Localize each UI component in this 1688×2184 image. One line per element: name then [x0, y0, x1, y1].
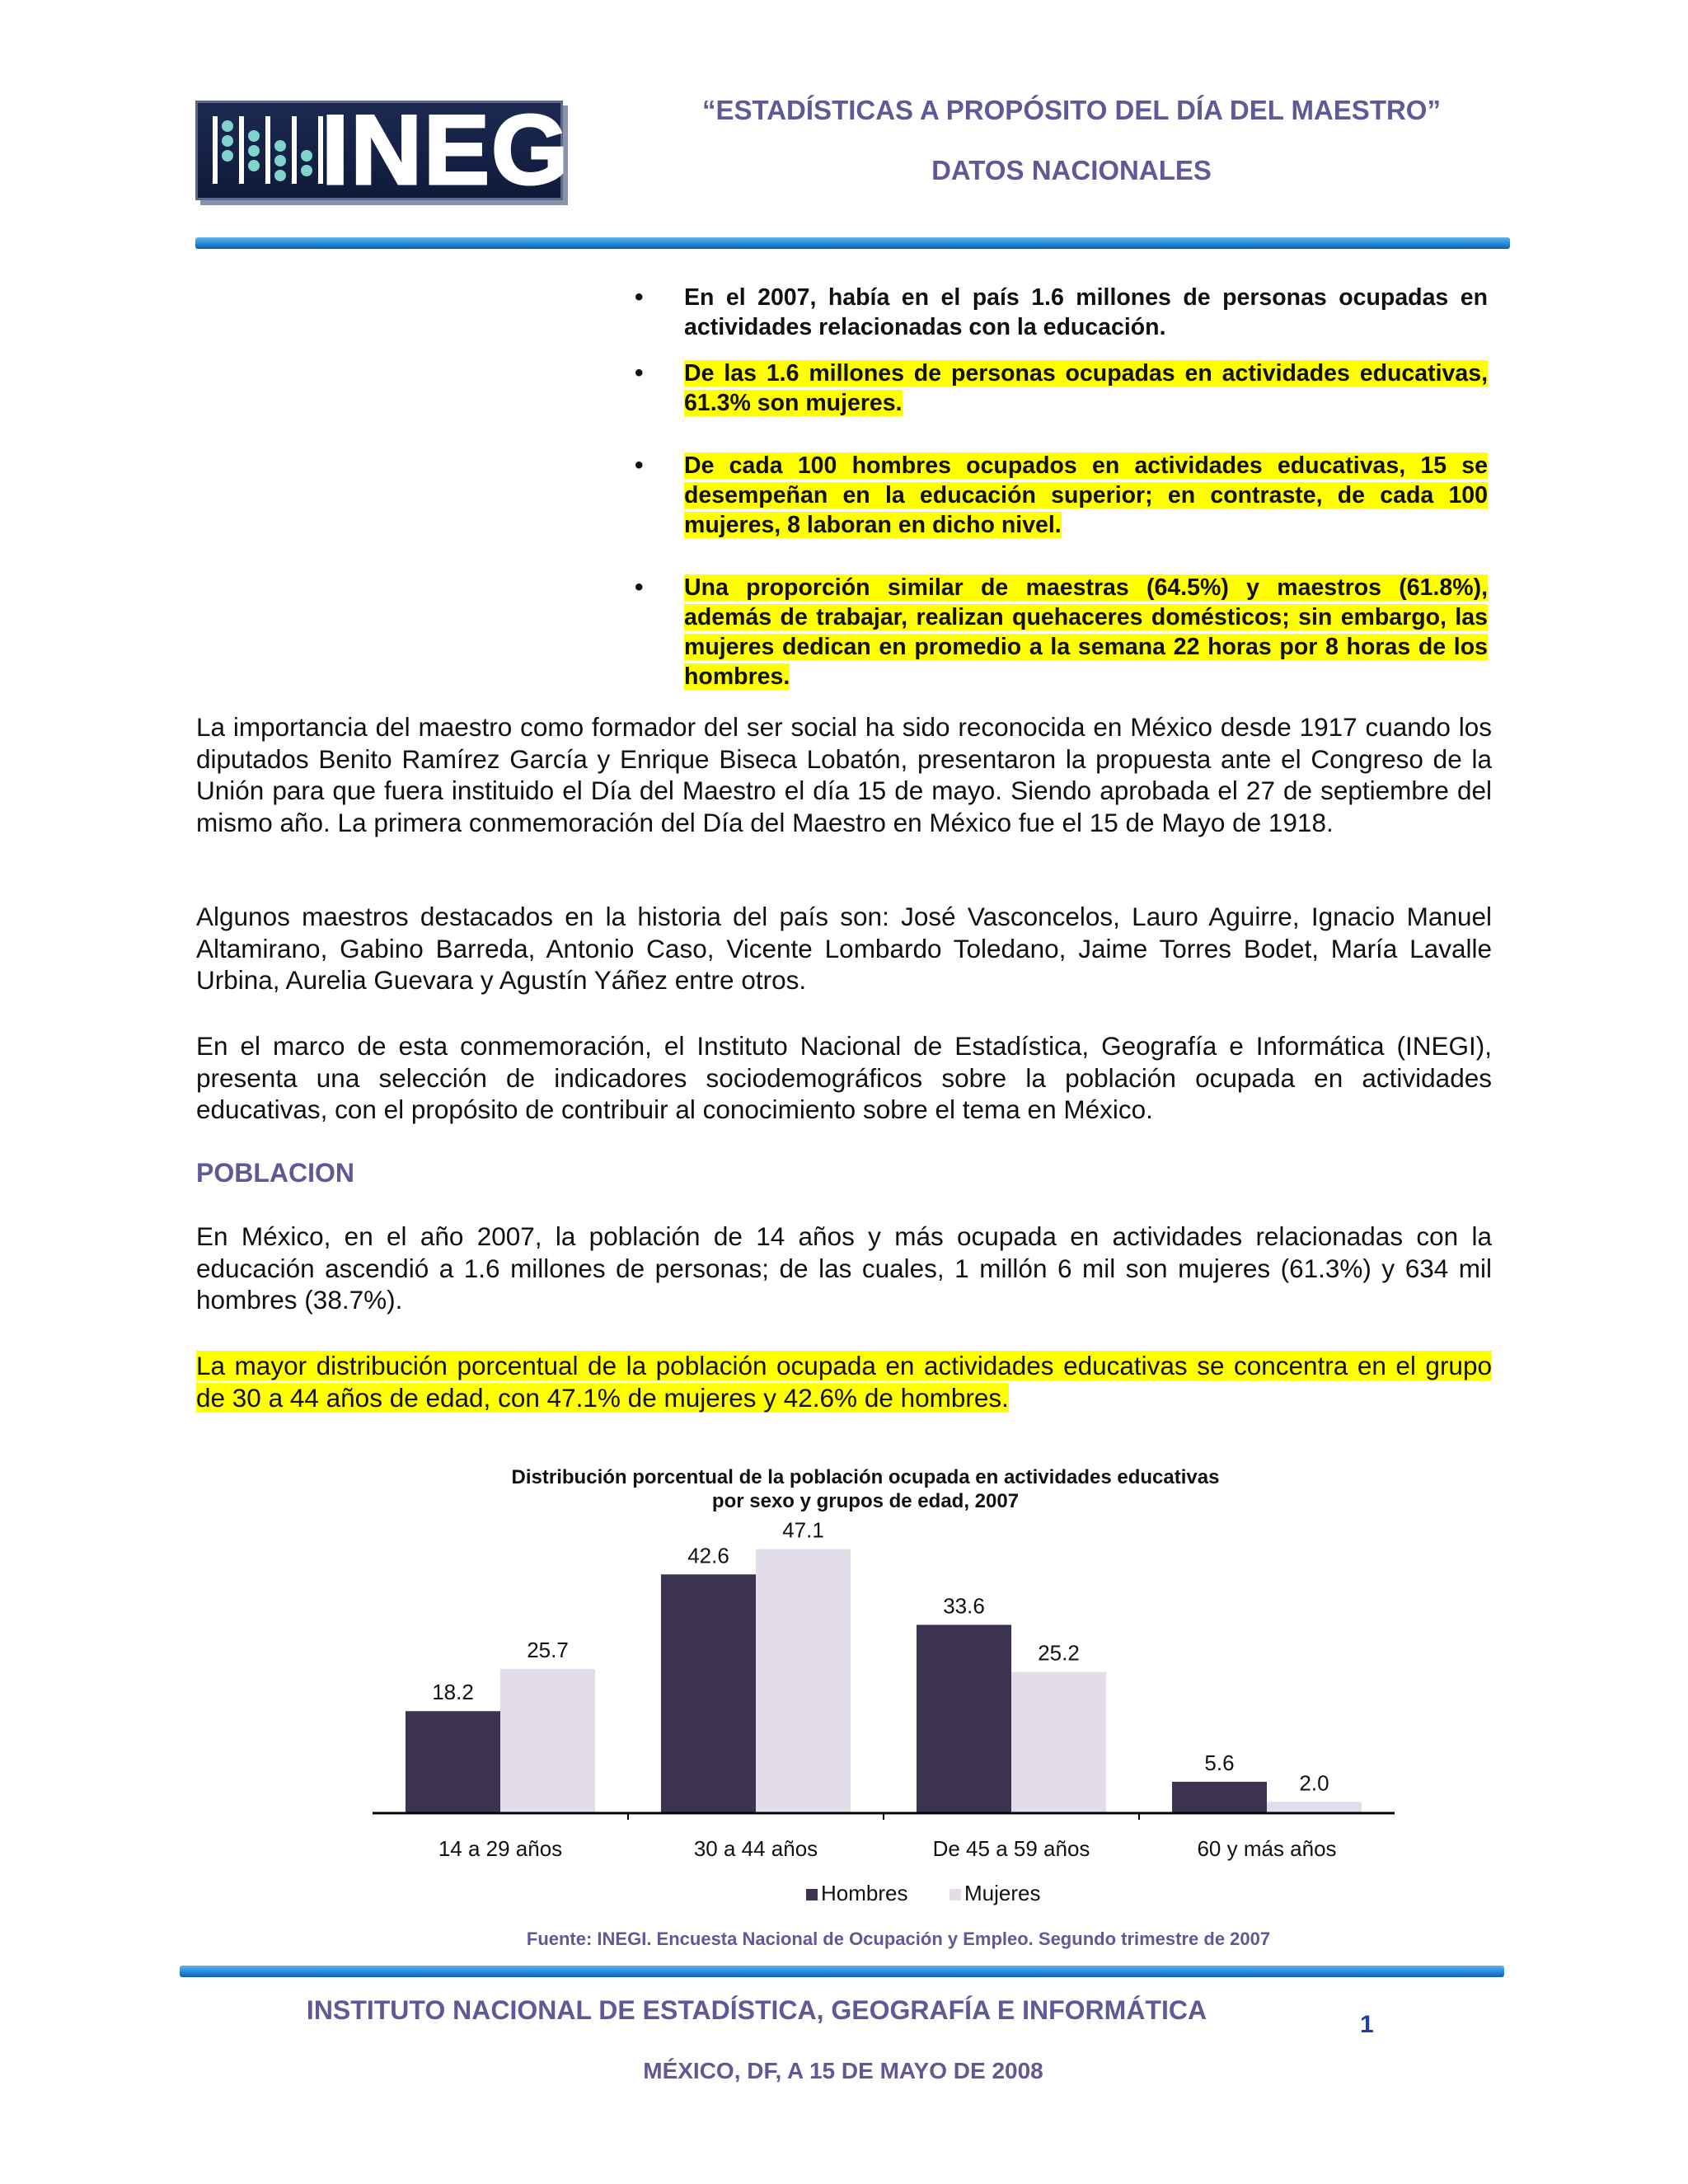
bar-mujeres-3	[1011, 1672, 1106, 1813]
paragraph-introduction: En el marco de esta conmemoración, el Instituto Nacional de Estadística, Geografía e Informática (INEGI), presenta una selección de indicadores sociodemográficos sobre la población ocupada en actividades educativas, con el propósito de contribuir al conocimiento sobre el tema en México.	[196, 1031, 1492, 1124]
x-tick-label: De 45 a 59 años	[932, 1836, 1090, 1861]
footer-date: MÉXICO, DF, A 15 DE MAYO DE 2008	[643, 2058, 1043, 2083]
data-label-mujeres-2: 47.1	[782, 1517, 824, 1543]
chart-subtitle: por sexo y grupos de edad, 2007	[711, 1490, 1020, 1512]
abacus-icon	[211, 116, 326, 184]
data-label-hombres-3: 33.6	[943, 1593, 985, 1619]
legend-label-hombres: Hombres	[821, 1881, 908, 1905]
footer-divider	[180, 1966, 1504, 1977]
logo-text: INEGI	[321, 95, 599, 205]
section-title: POBLACION	[196, 1158, 354, 1188]
data-label-mujeres-3: 25.2	[1038, 1640, 1080, 1666]
bar-mujeres-2	[756, 1549, 851, 1813]
x-tick-label: 30 a 44 años	[693, 1836, 818, 1861]
page-title: “ESTADÍSTICAS A PROPÓSITO DEL DÍA DEL MAESTRO”	[702, 95, 1441, 125]
footer-institute: INSTITUTO NACIONAL DE ESTADÍSTICA, GEOGRAFÍA E INFORMÁTICA	[306, 1995, 1207, 2025]
bullet-icon: •	[635, 574, 644, 601]
legend-swatch-hombres	[806, 1889, 818, 1900]
data-label-mujeres-4: 2.0	[1299, 1770, 1329, 1796]
legend-label-mujeres: Mujeres	[964, 1881, 1041, 1905]
bar-mujeres-1	[500, 1669, 595, 1813]
page-subtitle: DATOS NACIONALES	[931, 155, 1212, 185]
legend-swatch-mujeres	[950, 1889, 961, 1900]
bullet-item: • De cada 100 hombres ocupados en actividades educativas, 15 se desempeñan en la educación superior; en contraste, de cada 100 mujeres, 8 laboran en dicho nivel.	[635, 452, 1488, 538]
page-number: 1	[1360, 2011, 1374, 2038]
paragraph-population: En México, en el año 2007, la población de 14 años y más ocupada en actividades relacionadas con la educación ascendió a 1.6 millones de personas; de las cuales, 1 millón 6 mil son mujeres (61.3%) y 634 mil hombres (38.7%).	[196, 1221, 1492, 1315]
bar-hombres-4	[1172, 1782, 1267, 1813]
paragraph-history: La importancia del maestro como formador del ser social ha sido reconocida en México desde 1917 cuando los diputados Benito Ramírez García y Enrique Biseca Lobatón, presentaron la propuesta ante el Congreso de la Unión para que fuera instituido el Día del Maestro el día 15 de mayo. Siendo aprobada el 27 de septiembre del mismo año. La primera conmemoración del Día del Maestro en México fue el 15 de Mayo de 1918.	[196, 712, 1492, 837]
bullet-icon: •	[635, 284, 644, 311]
x-tick-label: 60 y más años	[1197, 1836, 1337, 1861]
bar-mujeres-4	[1267, 1802, 1362, 1813]
data-label-hombres-4: 5.6	[1204, 1750, 1235, 1775]
data-label-hombres-2: 42.6	[687, 1543, 729, 1568]
bullet-icon: •	[635, 452, 644, 479]
x-tick-label: 14 a 29 años	[438, 1836, 563, 1861]
chart-title: Distribución porcentual de la población ocupada en actividades educativas	[511, 1466, 1220, 1488]
bar-hombres-2	[661, 1574, 756, 1813]
bar-chart	[363, 1459, 1434, 1920]
data-label-mujeres-1: 25.7	[527, 1638, 569, 1663]
inegi-logo	[195, 95, 599, 205]
data-label-hombres-1: 18.2	[432, 1680, 474, 1705]
chart-source: Fuente: INEGI. Encuesta Nacional de Ocupación y Empleo. Segundo trimestre de 2007	[526, 1929, 1271, 1949]
bullet-item: • Una proporción similar de maestras (64.5%) y maestros (61.8%), además de trabajar, realizan quehaceres domésticos; sin embargo, las mujeres dedican en promedio a la semana 22 horas por 8 horas de los hombres.	[635, 574, 1488, 690]
bullet-icon: •	[635, 359, 644, 387]
bullet-item: • En el 2007, había en el país 1.6 millones de personas ocupadas en actividades relacionadas con la educación.	[635, 284, 1488, 340]
bar-hombres-1	[406, 1711, 500, 1813]
bullet-item: • De las 1.6 millones de personas ocupadas en actividades educativas, 61.3% son mujeres.	[635, 359, 1488, 416]
paragraph-notable-teachers: Algunos maestros destacados en la historia del país son: José Vasconcelos, Lauro Aguirre, Ignacio Manuel Altamirano, Gabino Barreda, Antonio Caso, Vicente Lombardo Toledano, Jaime Torres Bodet, María Lavalle Urbina, Aurelia Guevara y Agustín Yáñez entre otros.	[196, 902, 1492, 995]
header-divider	[195, 237, 1510, 249]
chart-legend	[806, 1881, 1040, 1905]
bar-hombres-3	[917, 1625, 1011, 1813]
paragraph-distribution: La mayor distribución porcentual de la población ocupada en actividades educativas se concentra en el grupo de 30 a 44 años de edad, con 47.1% de mujeres y 42.6% de hombres.	[196, 1351, 1492, 1413]
bullet-list	[635, 283, 1488, 691]
